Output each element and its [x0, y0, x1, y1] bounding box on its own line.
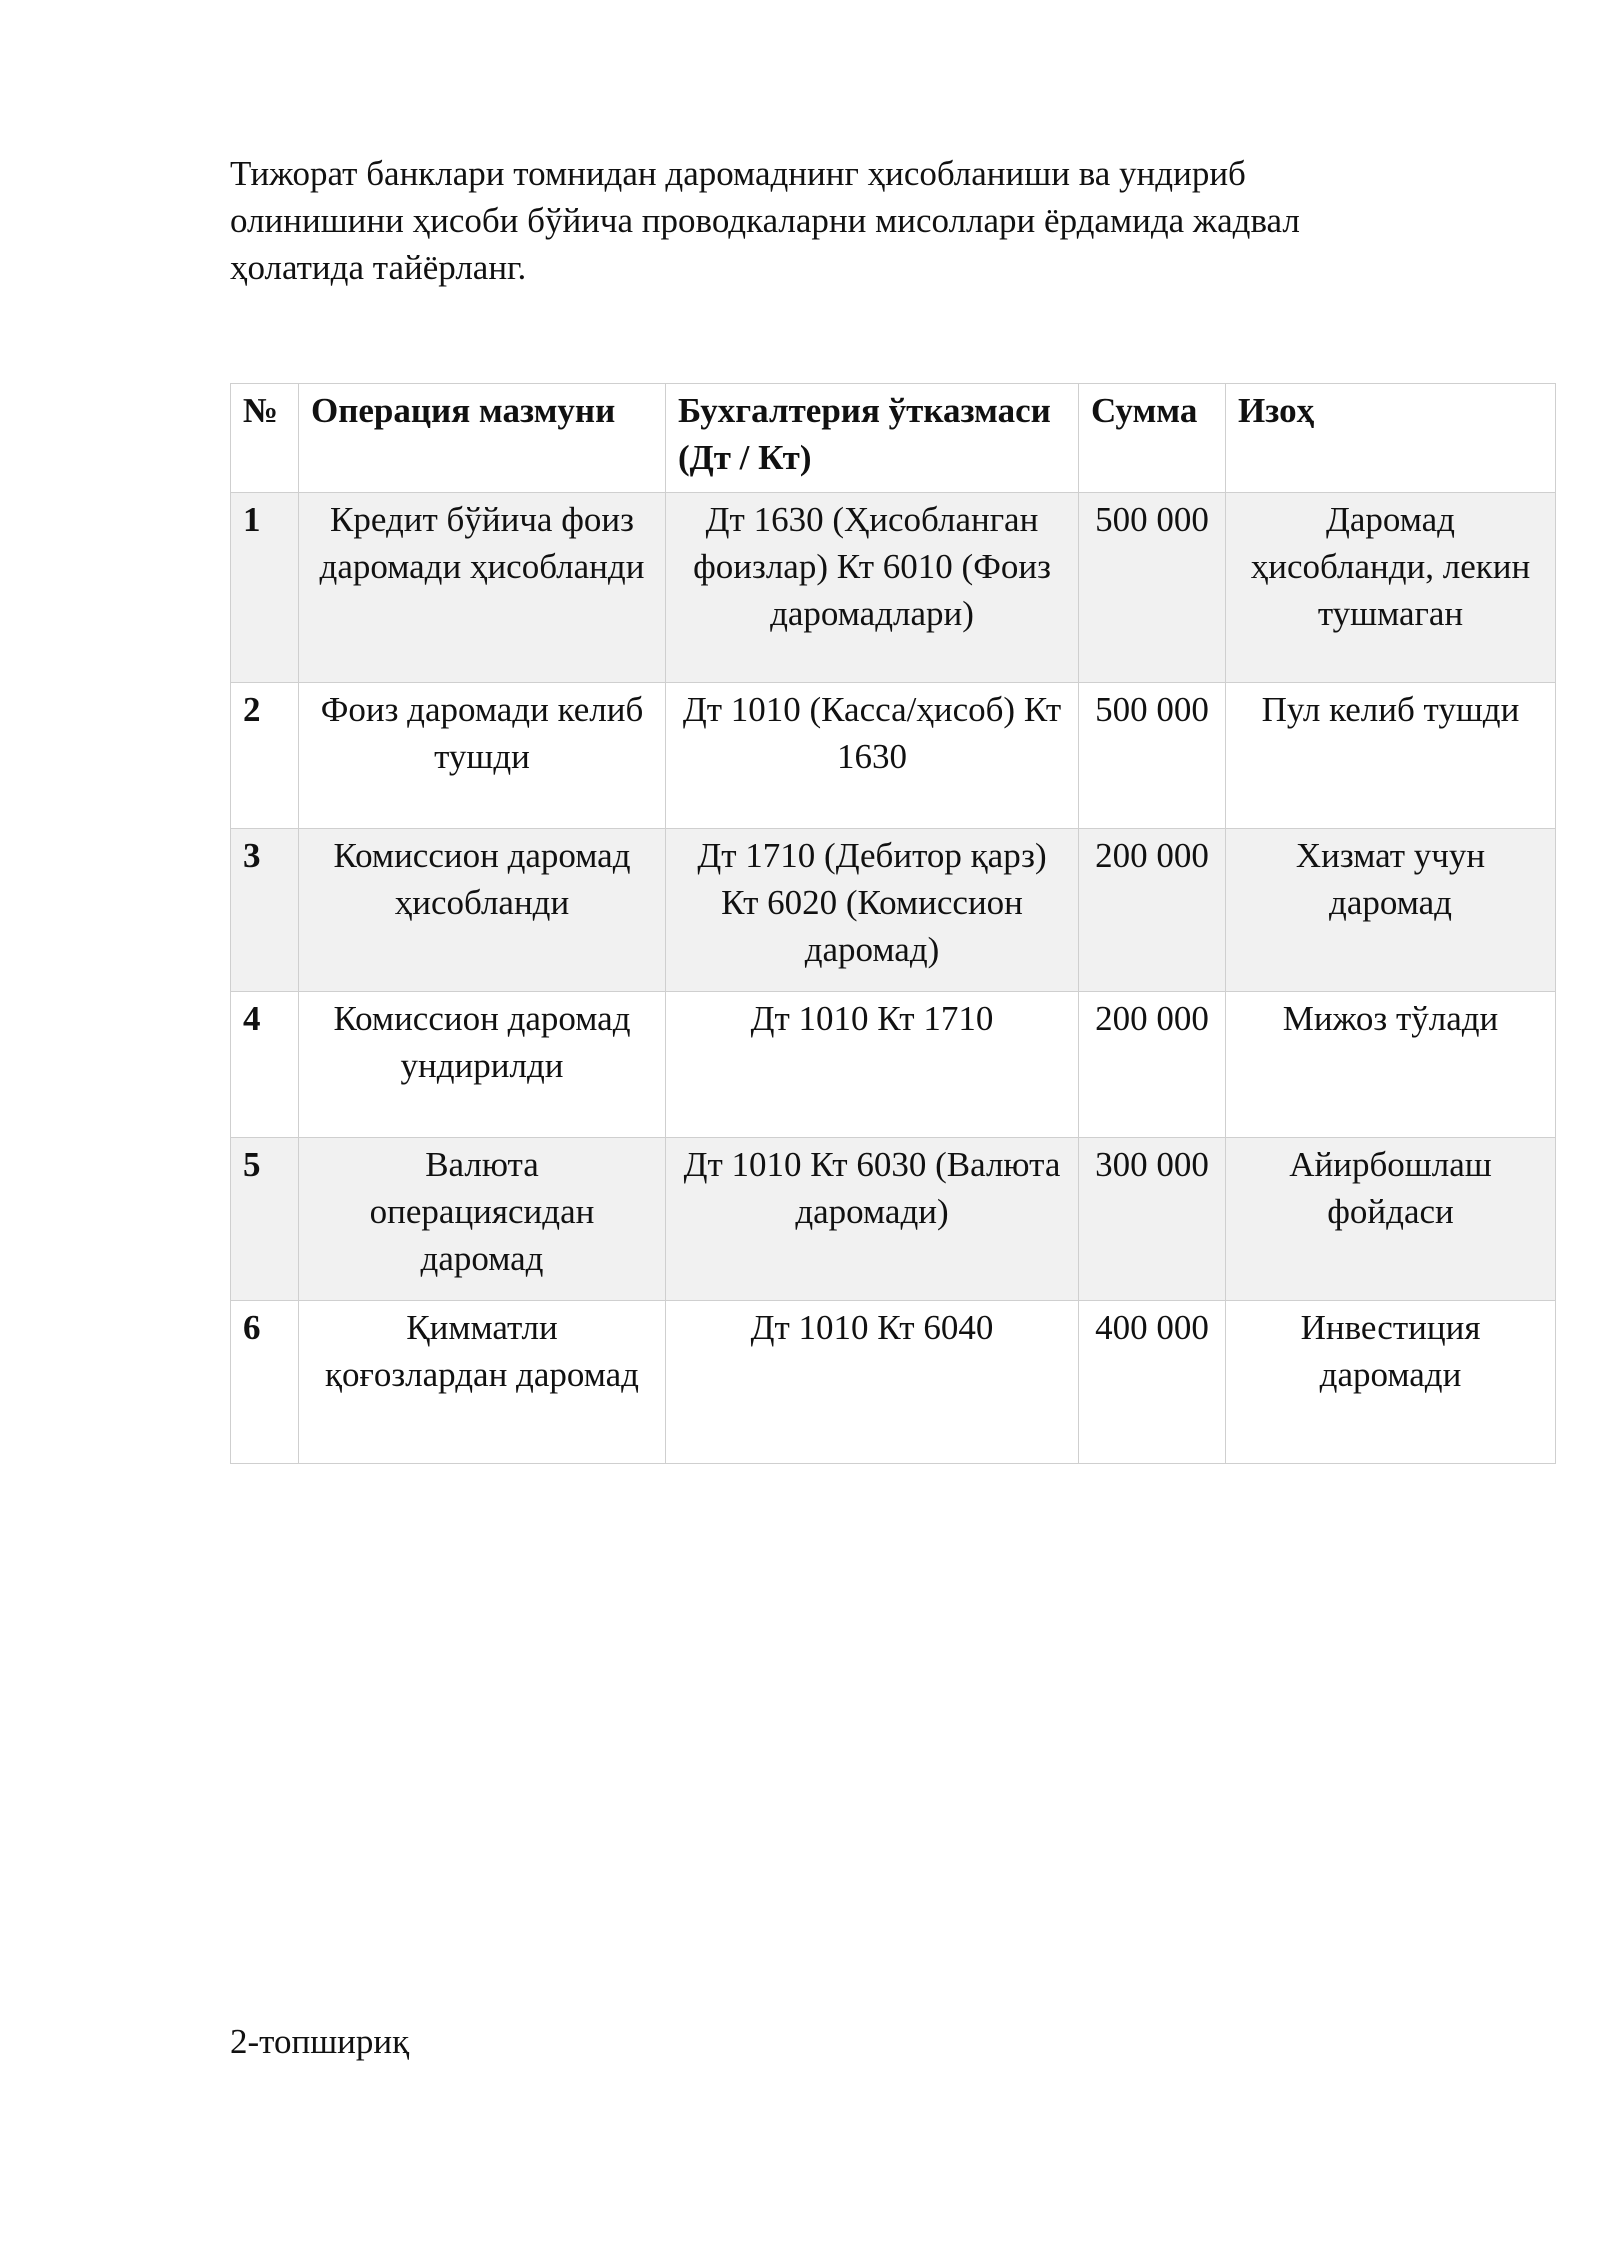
row-accounting-entry: Дт 1010 Кт 6030 (Валюта даромади) [666, 1138, 1079, 1301]
table-row [231, 829, 1556, 992]
row-note: Даромад ҳисобланди, лекин тушмаган [1226, 493, 1556, 683]
row-number: 5 [231, 1138, 299, 1301]
row-operation: Қимматли қоғозлардан даромад [299, 1301, 666, 1464]
intro-line-3: ҳолатида тайёрланг. [230, 248, 527, 287]
row-operation: Комиссион даромад ундирилди [299, 992, 666, 1138]
row-number: 2 [231, 683, 299, 829]
row-note: Айирбошлаш фойдаси [1226, 1138, 1556, 1301]
header-accounting-entry: Бухгалтерия ўтказмаси (Дт / Кт) [666, 384, 1079, 493]
row-number: 4 [231, 992, 299, 1138]
row-operation: Кредит бўйича фоиз даромади ҳисобланди [299, 493, 666, 683]
row-number: 6 [231, 1301, 299, 1464]
row-number: 3 [231, 829, 299, 992]
table-row [231, 493, 1556, 683]
row-note: Мижоз тўлади [1226, 992, 1556, 1138]
intro-line-2: олинишини ҳисоби бўйича проводкаларни мисоллари ёрдамида жадвал [230, 201, 1300, 240]
row-accounting-entry: Дт 1710 (Дебитор қарз) Кт 6020 (Комиссион даромад) [666, 829, 1079, 992]
row-accounting-entry: Дт 1010 (Касса/ҳисоб) Кт 1630 [666, 683, 1079, 829]
row-note: Хизмат учун даромад [1226, 829, 1556, 992]
table-row [231, 1138, 1556, 1301]
header-note: Изоҳ [1226, 384, 1556, 493]
table-row [231, 1301, 1556, 1464]
row-operation: Фоиз даромади келиб тушди [299, 683, 666, 829]
row-number: 1 [231, 493, 299, 683]
header-amount: Сумма [1079, 384, 1226, 493]
row-accounting-entry: Дт 1630 (Ҳисобланган фоизлар) Кт 6010 (Фоиз даромадлари) [666, 493, 1079, 683]
table-header-row [231, 384, 1556, 493]
row-operation: Валюта операциясидан даромад [299, 1138, 666, 1301]
row-accounting-entry: Дт 1010 Кт 6040 [666, 1301, 1079, 1464]
row-note: Инвестиция даромади [1226, 1301, 1556, 1464]
row-amount: 300 000 [1079, 1138, 1226, 1301]
row-amount: 200 000 [1079, 829, 1226, 992]
intro-line-1: Тижорат банклари томнидан даромаднинг ҳисобланиши ва ундириб [230, 154, 1246, 193]
row-amount: 500 000 [1079, 493, 1226, 683]
table-row [231, 683, 1556, 829]
row-operation: Комиссион даромад ҳисобланди [299, 829, 666, 992]
accounting-entries-table [230, 383, 1556, 1464]
row-amount: 200 000 [1079, 992, 1226, 1138]
row-amount: 400 000 [1079, 1301, 1226, 1464]
intro-paragraph [230, 150, 1410, 291]
table-row [231, 992, 1556, 1138]
task-label: 2-топшириқ [230, 2022, 410, 2061]
header-operation: Операция мазмуни [299, 384, 666, 493]
row-accounting-entry: Дт 1010 Кт 1710 [666, 992, 1079, 1138]
row-note: Пул келиб тушди [1226, 683, 1556, 829]
header-number: № [231, 384, 299, 493]
row-amount: 500 000 [1079, 683, 1226, 829]
